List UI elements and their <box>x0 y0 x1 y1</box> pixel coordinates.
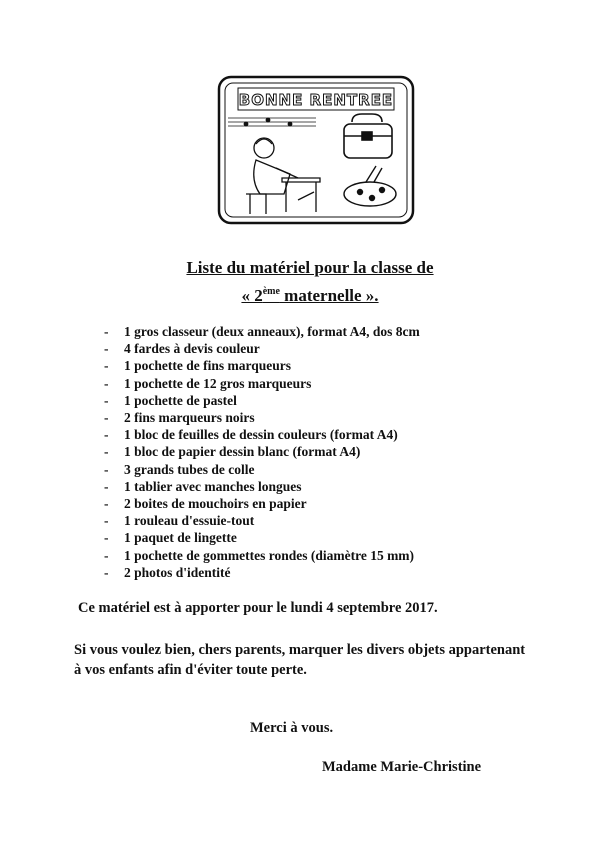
list-item: - 1 paquet de lingette <box>104 530 237 546</box>
list-item: - 1 pochette de 12 gros marqueurs <box>104 375 312 391</box>
schoolbag-icon <box>344 114 392 158</box>
list-item: - 2 boites de mouchoirs en papier <box>104 496 307 512</box>
thanks-line: Merci à vous. <box>250 720 334 736</box>
list-item: - 1 gros classeur (deux anneaux), format A4, dos 8cm <box>104 324 420 339</box>
list-item: - 1 bloc de feuilles de dessin couleurs (format A4) <box>104 427 398 443</box>
music-staff-icon <box>228 118 316 126</box>
header-illustration <box>216 74 416 226</box>
banner-text: BONNE RENTREE <box>238 91 394 109</box>
child-writing-icon <box>246 138 320 214</box>
list-item: - 1 pochette de gommettes rondes (diamètre 15 mm) <box>104 547 415 563</box>
list-item: - 1 bloc de papier dessin blanc (format A4) <box>104 444 361 460</box>
page-title <box>140 256 480 308</box>
list-item: - 1 rouleau d'essuie-tout <box>104 513 255 529</box>
list-item: - 4 fardes à devis couleur <box>104 341 260 357</box>
list-item: - 1 pochette de pastel <box>104 392 237 408</box>
title-line-2: « 2ème maternelle ». <box>241 286 379 305</box>
list-item: - 2 photos d'identité <box>104 564 231 580</box>
list-item: - 1 pochette de fins marqueurs <box>104 358 291 374</box>
title-superscript: ème <box>262 286 280 297</box>
signature: Madame Marie-Christine <box>322 759 482 775</box>
list-item: - 2 fins marqueurs noirs <box>104 410 255 426</box>
parent-request: Si vous voulez bien, chers parents, marquer les divers objets appartenant à vos enfants afin d'éviter toute perte. <box>74 642 526 678</box>
pencil-case-icon <box>344 166 396 206</box>
list-item: - 3 grands tubes de colle <box>104 461 255 477</box>
list-item: - 1 tablier avec manches longues <box>104 478 302 494</box>
date-note: Ce matériel est à apporter pour le lundi 4 septembre 2017. <box>78 600 438 616</box>
title-line-1: Liste du matériel pour la classe de <box>186 258 434 277</box>
supply-list <box>104 323 420 581</box>
bonne-rentree-illustration <box>216 74 416 226</box>
